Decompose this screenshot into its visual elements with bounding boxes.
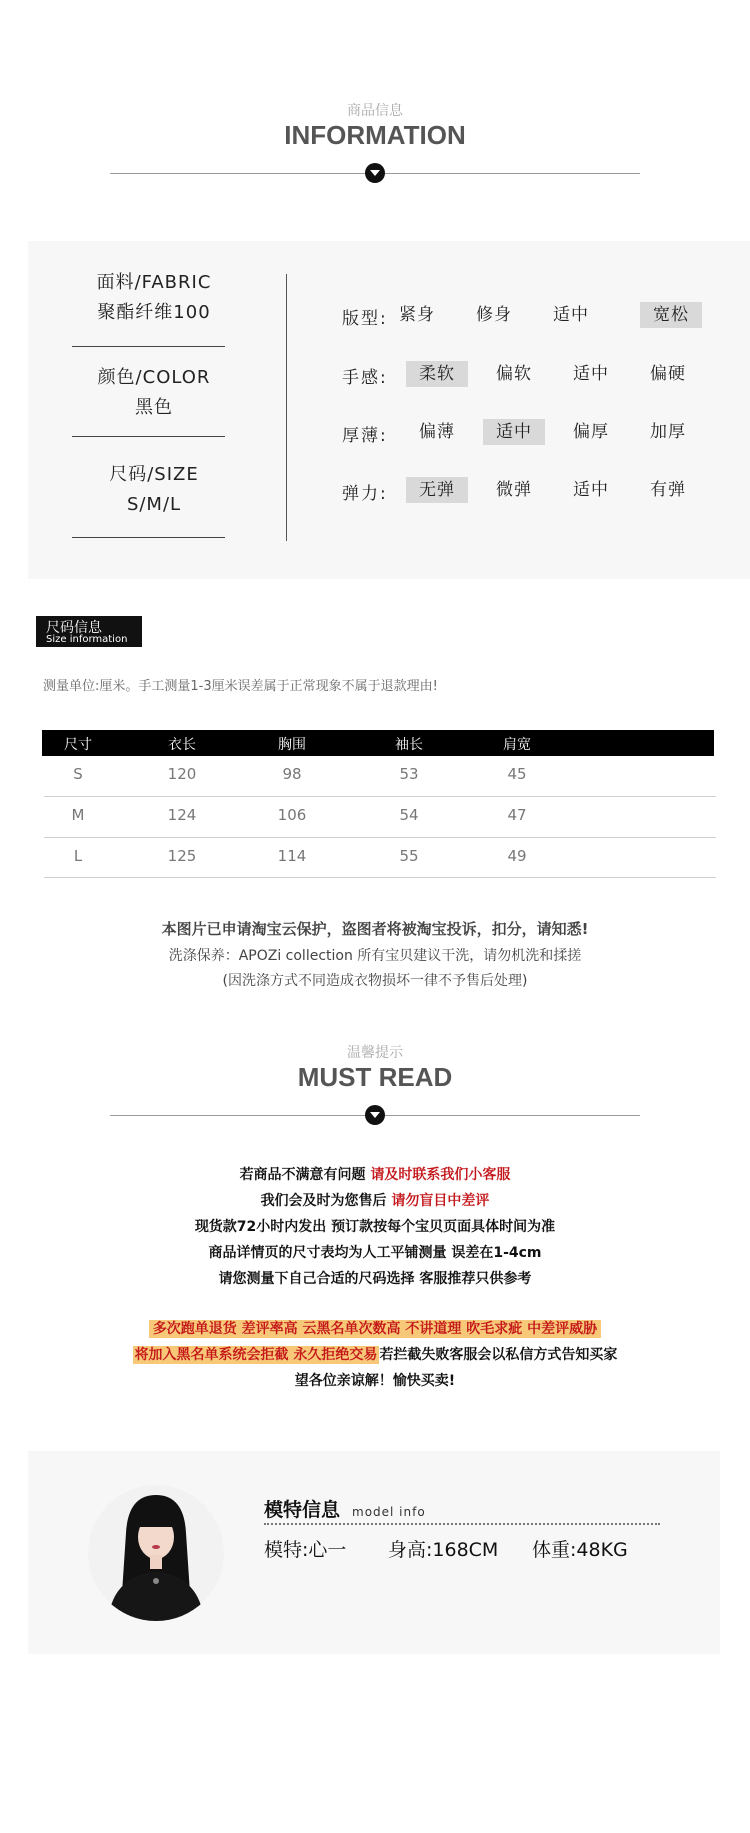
- attr-option: 有弹: [650, 480, 686, 500]
- model-info-title-en: model info: [352, 1505, 426, 1519]
- attr-label: 版型:: [342, 309, 388, 329]
- color-block: [74, 363, 234, 423]
- attr-option-selected: 无弹: [406, 477, 468, 503]
- color-value: 黑色: [135, 397, 173, 418]
- attr-label: 弹力:: [342, 484, 388, 504]
- attr-option-selected: 适中: [483, 419, 545, 445]
- must-read-line-5: 请您测量下自己合适的尺码选择 客服推荐只供参考: [218, 1271, 532, 1287]
- chevron-down-icon: [365, 163, 385, 183]
- shoulder-cell: 49: [507, 847, 527, 865]
- highlight-red: 请及时联系我们小客服: [370, 1167, 511, 1183]
- must-read-line-8: 望各位亲谅解！愉快买卖!: [294, 1373, 456, 1389]
- fabric-value: 聚酯纤维100: [97, 302, 211, 323]
- must-read-line-3: 现货款72小时内发出 预订款按每个宝贝页面具体时间为准: [194, 1219, 556, 1235]
- must-read-line-2: [0, 1190, 750, 1210]
- size-cell: M: [71, 806, 85, 824]
- length-cell: 125: [167, 847, 197, 865]
- table-row: [42, 838, 714, 880]
- attr-label: 厚薄:: [342, 426, 388, 446]
- copyright-notice: 本图片已申请淘宝云保护，盗图者将被淘宝投诉，扣分，请知悉!: [161, 920, 589, 938]
- model-height: 身高:168CM: [388, 1539, 499, 1561]
- must-read-warning-2: [0, 1344, 750, 1364]
- model-info-title: 模特信息: [264, 1499, 341, 1521]
- must-read-warning-1: [0, 1318, 750, 1338]
- size-value: S/M/L: [126, 494, 182, 515]
- color-label: 颜色/COLOR: [97, 367, 211, 388]
- size-info-tag-title: 尺码信息: [46, 620, 102, 636]
- attr-option-selected: 柔软: [406, 361, 468, 387]
- sleeve-cell: 55: [399, 847, 419, 865]
- sleeve-cell: 53: [399, 765, 419, 783]
- table-row: [42, 756, 714, 798]
- highlight-red: 请勿盲目中差评: [391, 1193, 490, 1209]
- table-row: [42, 797, 714, 839]
- attr-option: 偏厚: [573, 422, 609, 442]
- attr-label: 手感:: [342, 368, 388, 388]
- warning-highlight: 将加入黑名单系统会拒截 永久拒绝交易: [134, 1347, 378, 1363]
- warning-highlight: 多次跑单退货 差评率高 云黑名单次数高 不讲道理 吹毛求疵 中差评威胁: [149, 1320, 601, 1338]
- attr-option: 加厚: [650, 422, 686, 442]
- attr-option: 适中: [573, 364, 609, 384]
- divider-rule: [72, 537, 225, 538]
- information-subtitle: 商品信息: [347, 103, 403, 119]
- size-info-tag-sub: Size information: [46, 634, 128, 645]
- length-cell: 120: [167, 765, 197, 783]
- header-cell: 胸围: [278, 737, 306, 753]
- divider-rule: [72, 346, 225, 347]
- fabric-block: [74, 268, 234, 328]
- size-cell: L: [73, 847, 83, 865]
- must-read-line-1: [0, 1164, 750, 1184]
- header-cell: 衣长: [168, 737, 196, 753]
- shoulder-cell: 47: [507, 806, 527, 824]
- size-cell: S: [73, 765, 83, 783]
- model-weight: 体重:48KG: [532, 1539, 628, 1561]
- attr-option: 偏薄: [419, 422, 455, 442]
- information-title: INFORMATION: [284, 120, 466, 150]
- must-read-subtitle: 温馨提示: [347, 1045, 403, 1061]
- divider-rule: [72, 436, 225, 437]
- header-cell: 肩宽: [503, 737, 531, 753]
- must-read-title: MUST READ: [297, 1062, 453, 1092]
- measurement-note: 测量单位:厘米。手工测量1-3厘米误差属于正常现象不属于退款理由!: [43, 679, 438, 694]
- must-read-line-4: 商品详情页的尺寸表均为人工平铺测量 误差在1-4cm: [208, 1245, 542, 1261]
- chest-cell: 106: [277, 806, 307, 824]
- attr-option: 修身: [476, 305, 512, 325]
- chevron-down-icon: [365, 1105, 385, 1125]
- size-block: [74, 460, 234, 520]
- attr-option: 适中: [553, 305, 589, 325]
- model-avatar: [88, 1485, 224, 1621]
- sleeve-cell: 54: [399, 806, 419, 824]
- chest-cell: 114: [277, 847, 307, 865]
- attr-option: 微弹: [496, 480, 532, 500]
- dotted-divider: [264, 1523, 660, 1525]
- length-cell: 124: [167, 806, 197, 824]
- size-table-header: [42, 730, 714, 756]
- vertical-divider: [286, 274, 287, 541]
- care-disclaimer: (因洗涤方式不同造成衣物损坏一律不予售后处理): [222, 973, 528, 989]
- fabric-label: 面料/FABRIC: [96, 272, 212, 293]
- model-name: 模特:心一: [264, 1539, 347, 1561]
- attr-option: 适中: [573, 480, 609, 500]
- text: 若拦截失败客服会以私信方式告知买家: [379, 1347, 618, 1363]
- header-cell: 尺寸: [64, 737, 92, 753]
- text: 我们会及时为您售后: [260, 1193, 392, 1209]
- row-divider: [44, 877, 716, 878]
- size-info-tag: [36, 616, 142, 647]
- attr-option: 偏软: [496, 364, 532, 384]
- attr-option-selected: 宽松: [640, 302, 702, 328]
- chest-cell: 98: [282, 765, 302, 783]
- attr-option: 紧身: [399, 305, 435, 325]
- attr-option: 偏硬: [650, 364, 686, 384]
- size-label: 尺码/SIZE: [109, 464, 199, 485]
- care-notice: 洗涤保养：APOZi collection 所有宝贝建议干洗，请勿机洗和揉搓: [168, 948, 582, 964]
- header-cell: 袖长: [395, 737, 423, 753]
- shoulder-cell: 45: [507, 765, 527, 783]
- text: 若商品不满意有问题: [239, 1167, 371, 1183]
- model-portrait-icon: [88, 1485, 224, 1621]
